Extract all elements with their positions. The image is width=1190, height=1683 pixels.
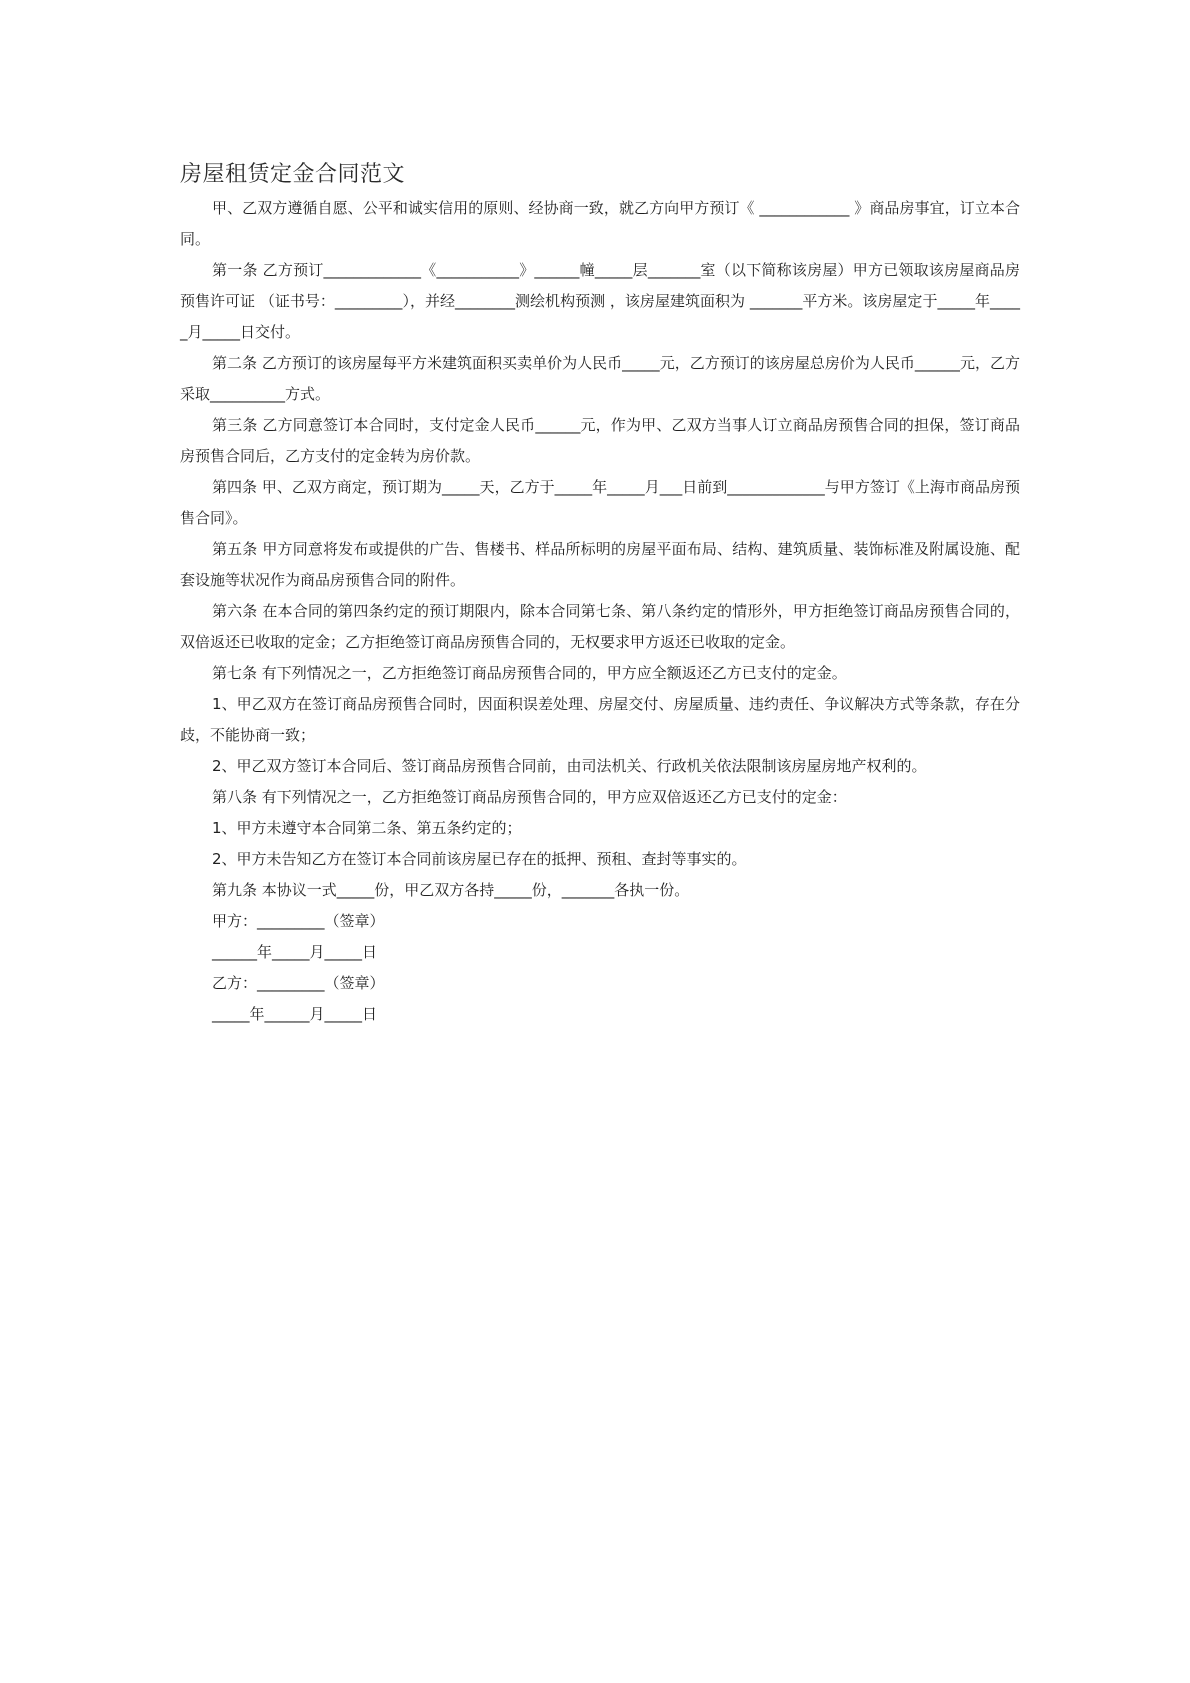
party-a-date: ______年_____月_____日 bbox=[212, 943, 378, 961]
paragraph-article-3: 第三条 乙方同意签订本合同时，支付定金人民币______元，作为甲、乙双方当事人订立商品房预售合同的担保，签订商品房预售合同后，乙方支付的定金转为房价款。 bbox=[180, 416, 1020, 465]
paragraph-article-7-item-2: 2、甲乙双方签订本合同后、签订商品房预售合同前，由司法机关、行政机关依法限制该房屋房地产权利的。 bbox=[212, 757, 927, 775]
party-b-date: _____年______月_____日 bbox=[212, 1005, 378, 1023]
paragraph-article-5: 第五条 甲方同意将发布或提供的广告、售楼书、样品所标明的房屋平面布局、结构、建筑质量、装饰标准及附属设施、配套设施等状况作为商品房预售合同的附件。 bbox=[180, 540, 1020, 589]
paragraph-article-2: 第二条 乙方预订的该房屋每平方米建筑面积买卖单价为人民币_____元，乙方预订的该房屋总房价为人民币______元，乙方采取__________方式。 bbox=[180, 354, 1020, 403]
paragraph-intro: 甲、乙双方遵循自愿、公平和诚实信用的原则、经协商一致，就乙方向甲方预订《 ____________ 》商品房事宜，订立本合同。 bbox=[180, 199, 1020, 248]
document-body bbox=[180, 158, 1020, 1030]
paragraph-article-4: 第四条 甲、乙双方商定，预订期为_____天，乙方于_____年_____月___日前到_____________与甲方签订《上海市商品房预售合同》。 bbox=[180, 478, 1020, 527]
paragraph-article-8: 第八条 有下列情况之一，乙方拒绝签订商品房预售合同的，甲方应双倍返还乙方已支付的定金： bbox=[212, 788, 847, 806]
paragraph-article-8-item-1: 1、甲方未遵守本合同第二条、第五条约定的； bbox=[212, 819, 522, 837]
paragraph-article-6: 第六条 在本合同的第四条约定的预订期限内，除本合同第七条、第八条约定的情形外，甲方拒绝签订商品房预售合同的，双倍返还已收取的定金；乙方拒绝签订商品房预售合同的，无权要求甲方返还已收取的定金。 bbox=[180, 602, 1020, 651]
party-b-signature: 乙方：_________（签章） bbox=[212, 974, 385, 992]
paragraph-article-7-item-1: 1、甲乙双方在签订商品房预售合同时，因面积误差处理、房屋交付、房屋质量、违约责任、争议解决方式等条款，存在分歧，不能协商一致； bbox=[180, 695, 1020, 744]
paragraph-article-1: 第一条 乙方预订_____________《___________》______幢_____层_______室（以下简称该房屋）甲方已领取该房屋商品房预售许可证 （证书号：_________），并经________测绘机构预测 ，该房屋建筑面积为 _______平方米。该房屋定于_____年_____月_____日交付。 bbox=[180, 261, 1020, 341]
document-title: 房屋租赁定金合同范文 bbox=[180, 162, 406, 187]
paragraph-article-9: 第九条 本协议一式_____份，甲乙双方各持_____份，_______各执一份。 bbox=[212, 881, 690, 899]
paragraph-article-8-item-2: 2、甲方未告知乙方在签订本合同前该房屋已存在的抵押、预租、查封等事实的。 bbox=[212, 850, 747, 868]
paragraph-article-7: 第七条 有下列情况之一，乙方拒绝签订商品房预售合同的，甲方应全额返还乙方已支付的定金。 bbox=[212, 664, 847, 682]
party-a-signature: 甲方：_________（签章） bbox=[212, 912, 385, 930]
